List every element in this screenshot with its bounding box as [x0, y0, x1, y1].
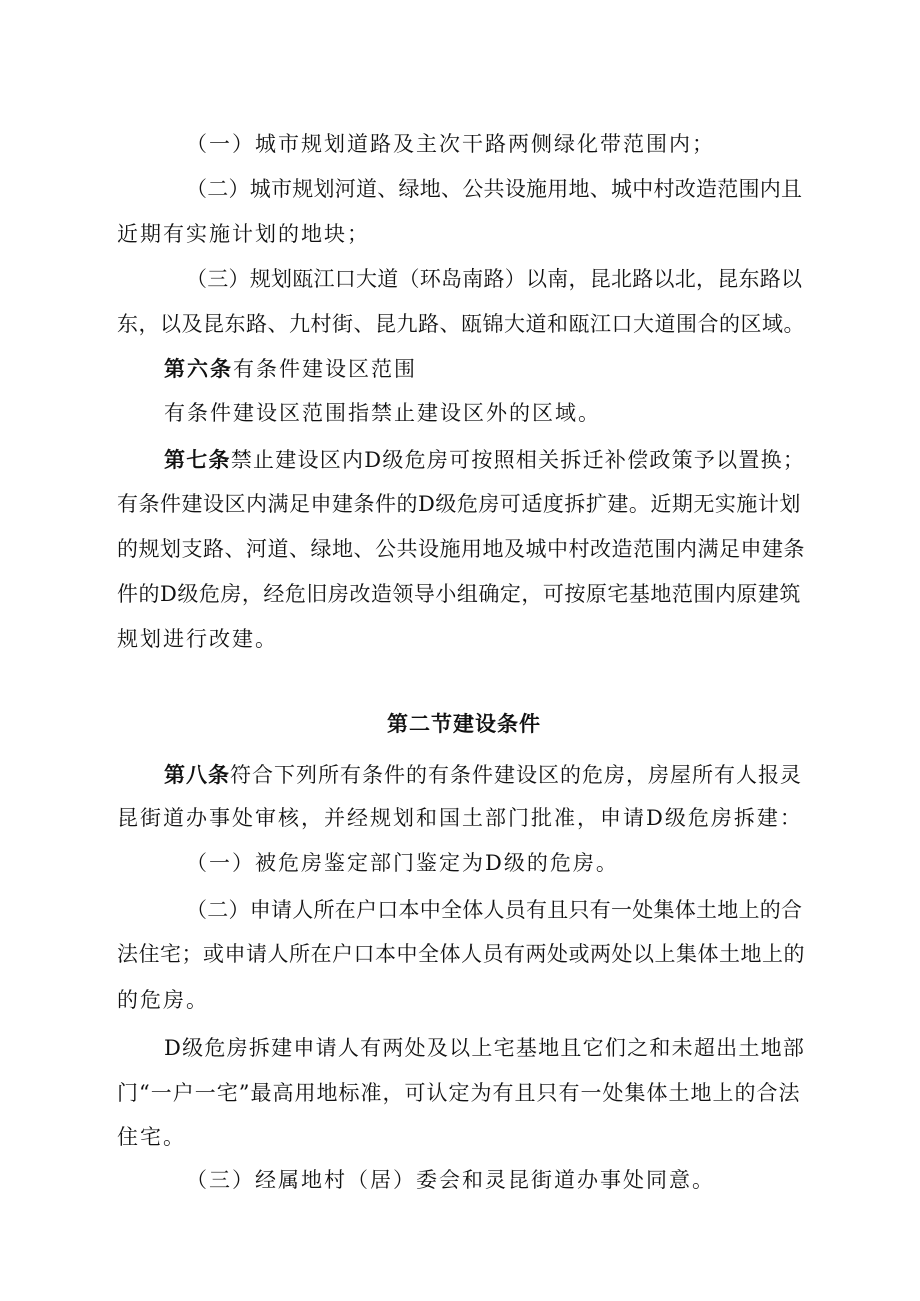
clause-3-line-1: （三）规划瓯江口大道（环岛南路）以南，昆北路以北，昆东路以: [186, 267, 803, 291]
clause-3-line-2: 东，以及昆东路、九村街、昆九路、瓯锦大道和瓯江口大道围合的区域。: [117, 312, 805, 336]
condition-3: （三）经属地村（居）委会和灵昆街道办事处同意。: [186, 1168, 715, 1192]
article-8-line-2: 昆街道办事处审核，并经规划和国土部门批准，申请D级危房拆建：: [117, 806, 803, 830]
condition-2-line-3: 的危房。: [117, 988, 209, 1012]
article-8-line-1: [164, 764, 802, 786]
clause-2-line-1: （二）城市规划河道、绿地、公共设施用地、城中村改造范围内且: [186, 177, 803, 201]
article-8-label: 第八条: [164, 762, 230, 787]
article-6-title: 有条件建设区范围: [233, 357, 417, 381]
condition-1: （一）被危房鉴定部门鉴定为D级的危房。: [186, 851, 619, 875]
condition-2-line-1: （二）申请人所在户口本中全体人员有且只有一处集体土地上的合: [186, 898, 803, 922]
section-heading: 第二节建设条件: [387, 711, 541, 736]
article-7-line-1: [164, 449, 805, 471]
article-7-text-1: 禁止建设区内D级危房可按照相关拆迁补偿政策予以置换；: [230, 448, 806, 472]
article-7-label: 第七条: [164, 447, 231, 472]
article-7-line-3: 的规划支路、河道、绿地、公共设施用地及城中村改造范围内满足申建条: [117, 537, 805, 561]
clause-2-line-2: 近期有实施计划的地块；: [117, 222, 370, 246]
article-6-body: 有条件建设区范围指禁止建设区外的区域。: [164, 401, 601, 425]
article-7-line-2: 有条件建设区内满足申建条件的D级危房可适度拆扩建。近期无实施计划: [117, 492, 801, 516]
article-7-line-5: 规划进行改建。: [117, 627, 278, 651]
article-7-line-4: 件的D级危房，经危旧房改造领导小组确定，可按原宅基地范围内原建筑: [117, 582, 801, 606]
article-6-label: 第六条: [164, 356, 233, 381]
note-line-2: 门“一户一宅”最高用地标准，可认定为有且只有一处集体土地上的合法: [117, 1081, 801, 1105]
condition-2-line-2: 法住宅；或申请人所在户口本中全体人员有两处或两处以上集体土地上的: [117, 942, 805, 966]
article-8-text-1: 符合下列所有条件的有条件建设区的危房，房屋所有人报灵: [230, 763, 802, 787]
article-6-heading: [164, 358, 417, 380]
note-line-1: D级危房拆建申请人有两处及以上宅基地且它们之和未超出土地部: [164, 1036, 806, 1060]
clause-1-line-1: （一）城市规划道路及主次干路两侧绿化带范围内；: [186, 132, 715, 156]
note-line-3: 住宅。: [117, 1125, 186, 1149]
